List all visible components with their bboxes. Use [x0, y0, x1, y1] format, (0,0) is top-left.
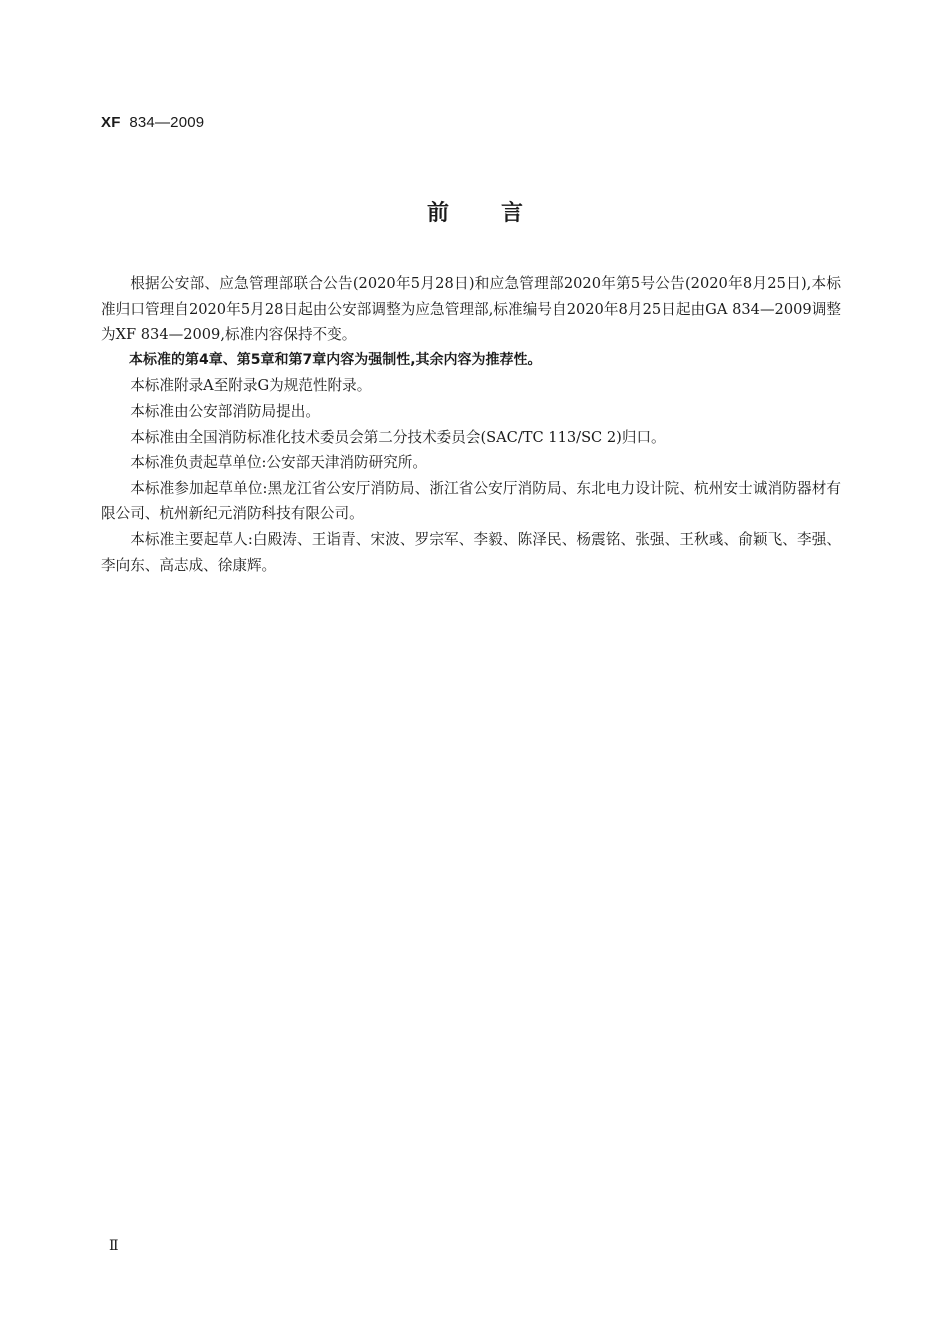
paragraph-lead-drafter: 本标准负责起草单位:公安部天津消防研究所。: [130, 454, 427, 472]
paragraph-proposer: 本标准由公安部消防局提出。: [130, 402, 320, 420]
standard-code-number: 834—2009: [129, 114, 205, 131]
paragraph-mandatory-clauses: 本标准的第4章、第5章和第7章内容为强制性,其余内容为推荐性。: [129, 351, 542, 368]
paragraph-announcement: 根据公安部、应急管理部联合公告(2020年5月28日)和应急管理部2020年第5号公告(2020年8月25日),本标准归口管理自2020年5月28日起由公安部调整为应急管理部,标准编号自2020年8月25日起由GA 834—2009调整为XF 834—2009,标准内容保持不变。: [101, 275, 841, 344]
paragraph-committee: 本标准由全国消防标准化技术委员会第二分技术委员会(SAC/TC 113/SC 2)归口。: [130, 428, 666, 446]
page-number: Ⅱ: [109, 1238, 119, 1254]
foreword-body: [101, 271, 841, 578]
paragraph-participating-drafters: 本标准参加起草单位:黑龙江省公安厅消防局、浙江省公安厅消防局、东北电力设计院、杭州安士诚消防器材有限公司、杭州新纪元消防科技有限公司。: [101, 479, 841, 523]
paragraph-main-drafters: 本标准主要起草人:白殿涛、王诣青、宋波、罗宗军、李毅、陈泽民、杨震铭、张强、王秋彧、俞颖飞、李强、李向东、高志成、徐康辉。: [101, 530, 841, 574]
paragraph-annexes: 本标准附录A至附录G为规范性附录。: [130, 377, 372, 395]
page-title: 前言: [426, 201, 575, 226]
standard-code: [101, 114, 204, 131]
standard-code-prefix: XF: [101, 114, 121, 131]
